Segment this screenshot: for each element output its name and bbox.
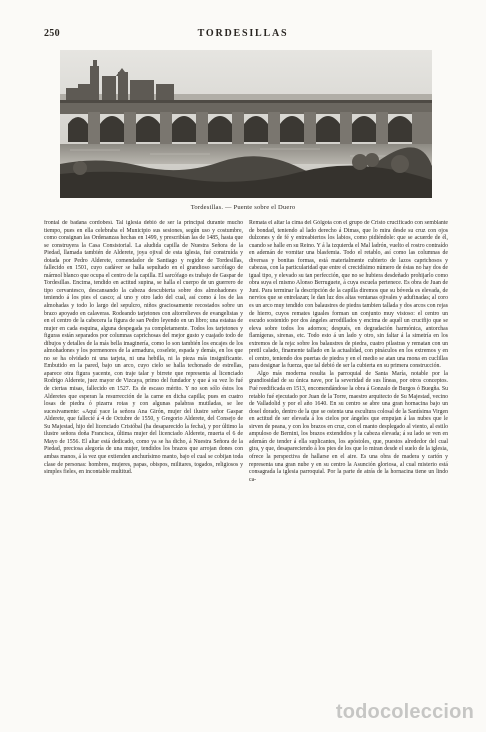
paragraph: Remata el altar la cima del Gólgota con el grupo de Cristo crucificado con semblante de bondad, teniendo al lado derecho á Dimas, que lo mira desde su cruz con ojos dulzones y de fé y entreabiertos los labios, como pidiéndole: que se acuerde de él, cuando se halle en su Reino. Y á la izquierda el Mal ladrón, vuelto el rostro contraído en ademán de vomitar una blasfemia. Todo el retablo, así como las columnas de diversas y bonitas formas, está materialmente cubierto de lazos caprichosos y cabezas, con la particularidad que entre el crecidísimo número de éstas no hay dos de igual tipo, y elevado su tan perfección, que no se hubiera desdeñado prohijarlo como obra suya el mismo Alonso Berruguete, á cuya escuela pertenece. Es obra de Juan de Juni. Para terminar la descripción de la capilla diremos que su bóveda es elevada, de nervios que se entrelazan; le dan luz dos altas ventanas ojivales y adufinadas; al coro es un arco muy tendido con balaustres de piedra tambien tallada y dos arcos con rejas de hierro, cuyos remates iguales forman un conjunto muy vistoso: el centro un escudo sostenido por dos ángeles arrodillados y encima de aquél un crucifijo que se eleva sobre todos los adornos; después, en degradación harmónica, antorchas flamígeras, sirenas, etc. Todo esto á un lado y otro, sin faltar á la simetría en los extremos de la reja: sobre los balaustres de piedra, cuatro pilastras y rematan con un pretil calado, finamente tallado en la actualidad, con pináculos en los extremos y en el centro, teniendo dos puertas de piedra y en el medio se atan una mona en cuclillas para designar la fuerza, que tal debió de ser la cubierta en su primera construcción. [249, 220, 448, 370]
page-header [0, 28, 486, 42]
paragraph: frontal de badana cordobesí. Tal iglesia debió de ser la principal durante mucho tiempo, pues en ella celebraba el Municipio sus sesiones, según uso y costumbre, como consignan las Ordenanzas hechas en 1499, y prescribían las de 1485, hasta que se construyera la Casa Consistorial. La aludida capilla de Nuestra Señora de la Piedad, llamada también de Alderete, joya ojival de esta iglesia, fué construída y dotada por Pedro Alderete, comendador de Santiago y regidor de Tordesillas, fallecido en 1501, cuyo cadáver se halla sepultado en el grandioso sarcófago de mármol blanco que ocupa el centro de la capilla. El sarcófago es trabajo de Gaspar de Tordesillas. Encima, tendido en actitud supina, se halla el cuerpo de un guerrero de tipo cervantesco, descansando la cabeza descubierta sobre dos almohadones y teniendo á los pies el casco; al uno y otro lado del cual, así como á los de las almohadas y todo lo largo del sepulcro, niños graciosamente recostados sobre un brazo apoyado en calaveras. Rodeando tarjetones con altorrelieves de evangelistas y en el centro de la cabecera la figura de san Pedro leyendo en un libro; una estatua de mujer en cada esquina, alguna despegada ya completamente. Todos los tarjetones y figuras están separados por columnas caprichosas del mejor gusto y cuajado todo de dibujos y detalles de la más bella imaginería, como lo son también los encajes de los almohadones y los pormenores de la armadura, coselete, espada y demás, en los que no se ha olvidado ni una tarjeta, ni una hebilla, ni la pieza más insignificante. Embutido en la pared, bajo un arco, cuyo cielo se halla techonado de estrellas, aparece otra figura yacente, con traje talar y birrete que representa al licenciado Rodrigo Alderete, juez mayor de Vizcaya, primo del fundador y que á su vez lo fué de ciertas misas, fallecido en 1527. Es de escaso mérito. Y no son sólo éstos los Alderetes que esperan la resurrección de la carne en dicha capilla; pues en cuatro losas de piedra ó pizarra rotas y con algunas palabras mutiladas, se lee sucesivamente: «Aquí yace la señora Ana Girón, mujer del ilustre señor Gaspar Alderete, que fallecié á 4 de Octubre de 1550, y Gregorio Alderete, del Consejo de Su Majestad, hijo del licenciado Cristóbal (ha desaparecido la fecha), y por último la ilustre señora doña Francisca, última mujer del licenciado Alderete, muerta el 6 de Mayo de 1556. El altar está dedicado, como ya se ha dicho, á Nuestra Señora de la Piedad, preciosa alegoría de una mujer, tendidos los brazos que arrojan dones con ambas manos, á la vez que extienden anchurísimo manto, bajo el cual se cobijan toda clase de personas: hombres, mujeres, papas, obispos, militares, togados, religiosos y simples fieles, en incontable multitud. [44, 220, 243, 476]
paragraph: Algo más moderna resulta la parroquial de Santa María, notable por la grandiosidad de su única nave, por la severidad de sus líneas, por otros conceptos. Fué reedificada en 1513, encomendándose la obra á Gonzalo de Burgos ó Buegña. Su retablo fué ejecutado por Juan de la Torre, maestro arquitecto de Su Majestad, vecino de Valladolid y por el año 1640. En su centro se abre una gran hornacina bajo un dosel dorado, dentro de la que se ostenta una escultura colosal de la Santísima Virgen en actitud de ser elevada á los cielos por ángeles que empujan á las nubes que le sirven de peana, y con los brazos en cruz, con el manto desplegado al viento, al estilo ampuloso de Bernini, los brazos extendidos y la cabeza elevada; á su lado se ven en ademán de tender á ella suplicantes, los apóstoles, que, puestos alrededor del cual gira, y que, desapareciendo á los pies de los que lo miran desde el suelo de la iglesia, ofrece la perspectiva de hallarse en el aire. Es una obra de madera y cartón y representa una gran nube y en su centro la Asunción gloriosa, al cual misterio está consagrada la iglesia parroquial. Por la parte de atrás de la hornacina tiene un lindo ca- [249, 370, 448, 483]
watermark: todocoleccion [335, 701, 474, 723]
text-column-left [44, 220, 243, 688]
bridge-photograph [60, 50, 432, 198]
page-number: 250 [44, 28, 60, 39]
text-column-right [249, 220, 448, 688]
figure-caption: Tordesillas. — Puente sobre el Duero [190, 204, 296, 211]
running-title: TORDESILLAS [197, 28, 289, 39]
bridge-illustration [60, 50, 432, 198]
